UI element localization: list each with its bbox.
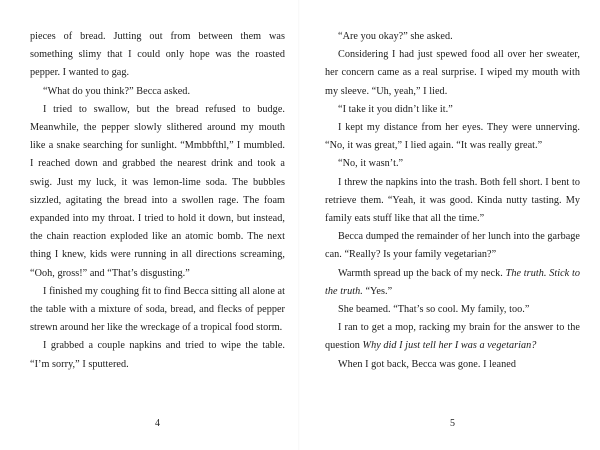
paragraph: I threw the napkins into the trash. Both fell short. I bent to retrieve them. “Yeah, it was good. Kinda nutty tasting. My family eats stuff like that all the time.” <box>325 176 580 225</box>
text-run: “Yes.” <box>362 285 393 297</box>
italic-text: Why did I just tell her I was a vegetarian? <box>362 340 537 352</box>
paragraph: I grabbed a couple napkins and tried to wipe the table. “I’m sorry,” I sputtered. <box>30 340 285 370</box>
paragraph: pieces of bread. Jutting out from between them was something slimy that I could only hope was the roasted pepper. I wanted to gag. <box>30 31 285 79</box>
paragraph: Becca dumped the remainder of her lunch into the garbage can. “Really? Is your family vegetarian?” <box>325 231 580 261</box>
paragraph: Considering I had just spewed food all over her sweater, her concern came as a real surprise. I wiped my mouth with my sleeve. “Uh, yeah,” I lied. <box>325 49 580 97</box>
left-page-number: 4 <box>155 418 160 429</box>
right-page-text <box>325 28 580 374</box>
text-run: I ran to get a mop, racking my brain for the answer to the question <box>325 322 580 352</box>
paragraph: “Are you okay?” she asked. <box>338 31 453 42</box>
right-page <box>325 28 580 438</box>
paragraph <box>325 319 580 355</box>
italic-text: The truth. Stick to the truth. <box>325 267 580 297</box>
paragraph: I tried to swallow, but the bread refused to budge. Meanwhile, the pepper slowly slithered around my mouth like a snake searching for sunlight. “Mmbbfthl,” I mumbled. I reached down and grabbed the nearest drink and took a swig. Just my luck, it was lemon-lime soda. The bubbles sizzled, agitating the bread into a swollen rage. The foam expanded into my throat. I tried to hold it down, but instead, the chain reaction exploded like an atomic bomb. The next thing I knew, kids were running in all directions screaming, “Ooh, gross!” and “That’s disgusting.” <box>30 103 285 279</box>
paragraph: “What do you think?” Becca asked. <box>43 85 191 97</box>
page-gutter <box>298 0 300 450</box>
left-page <box>30 28 285 438</box>
paragraph: “I take it you didn’t like it.” <box>338 103 453 115</box>
paragraph: She beamed. “That’s so cool. My family, too.” <box>338 304 530 316</box>
paragraph: I finished my coughing fit to find Becca sitting all alone at the table with a mixture of soda, bread, and flecks of pepper strewn around her like the wreckage of a tropical food storm. <box>30 285 285 334</box>
paragraph: “No, it wasn’t.” <box>338 158 404 170</box>
paragraph: I kept my distance from her eyes. They were unnerving. “No, it was great,” I lied again. “It was really great.” <box>325 122 580 152</box>
paragraph: When I got back, Becca was gone. I leaned <box>338 358 516 370</box>
right-page-number: 5 <box>450 418 455 429</box>
paragraph <box>325 265 580 301</box>
left-page-text <box>30 28 285 374</box>
text-run: Warmth spread up the back of my neck. <box>338 267 506 279</box>
